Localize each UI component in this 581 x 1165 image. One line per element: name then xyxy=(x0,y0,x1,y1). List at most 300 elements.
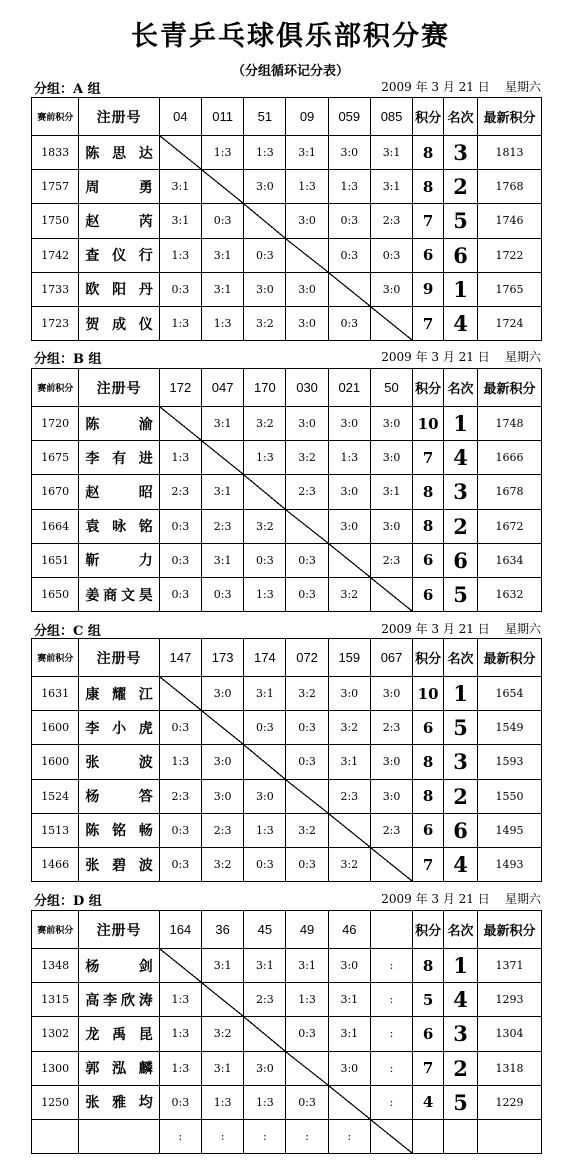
group-date: 2009 年 3 月 21 日 星期六 xyxy=(381,80,541,94)
rank-cell xyxy=(444,1119,478,1153)
score-cell: 1:3 xyxy=(159,306,201,340)
score-cell: 0:3 xyxy=(286,745,328,779)
rank-cell: 4 xyxy=(444,306,478,340)
header-opponent: 50 xyxy=(370,369,412,407)
score-cell: 0:3 xyxy=(244,711,286,745)
score-cell: 3:1 xyxy=(286,136,328,170)
table-row xyxy=(32,1119,542,1153)
rank-cell: 2 xyxy=(444,1051,478,1085)
rank-cell: 6 xyxy=(444,813,478,847)
pre-score-cell: 1600 xyxy=(32,711,79,745)
new-score-cell: 1304 xyxy=(478,1017,542,1051)
header-pre-score: 赛前积分 xyxy=(32,639,79,677)
player-name-cell: 陈铭畅 xyxy=(79,813,159,847)
score-cell: 0:3 xyxy=(286,1017,328,1051)
new-score-cell: 1748 xyxy=(478,407,542,441)
score-cell xyxy=(244,204,286,238)
score-cell xyxy=(159,136,201,170)
score-cell: 3:2 xyxy=(328,577,370,611)
pre-score-cell: 1315 xyxy=(32,983,79,1017)
score-cell: 3:0 xyxy=(286,306,328,340)
score-cell: 3:0 xyxy=(370,677,412,711)
rank-cell: 5 xyxy=(444,1085,478,1119)
player-name-cell: 贺成仪 xyxy=(79,306,159,340)
new-score-cell: 1722 xyxy=(478,238,542,272)
score-cell: 0:3 xyxy=(159,509,201,543)
table-row xyxy=(32,204,542,238)
player-name-cell: 靳力 xyxy=(79,543,159,577)
points-cell: 6 xyxy=(413,238,444,272)
score-cell xyxy=(159,407,201,441)
new-score-cell: 1768 xyxy=(478,170,542,204)
score-cell xyxy=(201,170,243,204)
score-cell: : xyxy=(244,1119,286,1153)
header-pre-score: 赛前积分 xyxy=(32,911,79,949)
player-name-cell: 康耀江 xyxy=(79,677,159,711)
score-cell: 0:3 xyxy=(244,238,286,272)
table-row xyxy=(32,136,542,170)
header-opponent: 09 xyxy=(286,98,328,136)
header-opponent: 059 xyxy=(328,98,370,136)
rank-cell: 2 xyxy=(444,779,478,813)
score-cell: 3:1 xyxy=(370,170,412,204)
new-score-cell: 1229 xyxy=(478,1085,542,1119)
new-score-cell: 1654 xyxy=(478,677,542,711)
score-cell: 3:1 xyxy=(370,475,412,509)
player-name-cell: 杨答 xyxy=(79,779,159,813)
rank-cell: 6 xyxy=(444,238,478,272)
pre-score-cell: 1675 xyxy=(32,441,79,475)
score-cell: 3:0 xyxy=(328,475,370,509)
rank-cell: 4 xyxy=(444,441,478,475)
score-cell: 3:1 xyxy=(201,949,243,983)
rank-cell: 4 xyxy=(444,983,478,1017)
pre-score-cell xyxy=(32,1119,79,1153)
score-cell: 3:0 xyxy=(328,1051,370,1085)
rank-cell: 4 xyxy=(444,847,478,881)
rank-cell: 3 xyxy=(444,745,478,779)
score-cell: 0:3 xyxy=(159,543,201,577)
player-name-cell: 陈思达 xyxy=(79,136,159,170)
score-cell: 3:2 xyxy=(244,407,286,441)
group-label: 分组：D 组 xyxy=(34,894,102,909)
score-cell: 3:1 xyxy=(328,983,370,1017)
score-cell: 3:0 xyxy=(328,136,370,170)
pre-score-cell: 1757 xyxy=(32,170,79,204)
pre-score-cell: 1733 xyxy=(32,272,79,306)
player-name-cell: 陈渝 xyxy=(79,407,159,441)
score-cell: : xyxy=(370,1051,412,1085)
points-cell: 8 xyxy=(413,949,444,983)
pre-score-cell: 1348 xyxy=(32,949,79,983)
new-score-cell: 1632 xyxy=(478,577,542,611)
new-score-cell: 1493 xyxy=(478,847,542,881)
points-cell: 5 xyxy=(413,983,444,1017)
score-cell: 3:1 xyxy=(159,170,201,204)
score-cell: 3:0 xyxy=(244,272,286,306)
score-cell: 3:2 xyxy=(201,1017,243,1051)
score-cell: : xyxy=(370,1085,412,1119)
score-cell xyxy=(159,949,201,983)
header-rank: 名次 xyxy=(444,911,478,949)
table-header-row xyxy=(32,98,542,136)
score-cell: 1:3 xyxy=(244,813,286,847)
page-subtitle: （分组循环记分表） xyxy=(231,64,349,79)
header-opponent: 46 xyxy=(328,911,370,949)
header-points: 积分 xyxy=(413,98,444,136)
new-score-cell: 1746 xyxy=(478,204,542,238)
header-opponent: 159 xyxy=(328,639,370,677)
points-cell: 6 xyxy=(413,577,444,611)
header-reg-no: 注册号 xyxy=(79,369,159,407)
score-cell: 0:3 xyxy=(159,813,201,847)
header-points: 积分 xyxy=(413,639,444,677)
header-new-score: 最新积分 xyxy=(478,369,542,407)
new-score-cell: 1371 xyxy=(478,949,542,983)
score-cell: 3:0 xyxy=(370,745,412,779)
score-cell: 2:3 xyxy=(244,983,286,1017)
table-row xyxy=(32,577,542,611)
score-cell: 3:0 xyxy=(328,949,370,983)
rank-cell: 5 xyxy=(444,577,478,611)
pre-score-cell: 1750 xyxy=(32,204,79,238)
player-name-cell: 李小虎 xyxy=(79,711,159,745)
header-pre-score: 赛前积分 xyxy=(32,98,79,136)
table-row xyxy=(32,1051,542,1085)
score-cell: 3:1 xyxy=(159,204,201,238)
player-name-cell: 张波 xyxy=(79,745,159,779)
score-cell: 2:3 xyxy=(370,813,412,847)
score-cell: 3:1 xyxy=(201,475,243,509)
score-cell: 3:1 xyxy=(286,949,328,983)
header-opponent: 49 xyxy=(286,911,328,949)
new-score-cell: 1634 xyxy=(478,543,542,577)
score-cell: 0:3 xyxy=(159,711,201,745)
score-cell: 0:3 xyxy=(328,306,370,340)
score-cell xyxy=(244,745,286,779)
score-cell: 3:0 xyxy=(244,779,286,813)
score-cell: 2:3 xyxy=(201,509,243,543)
player-name-cell: 姜商文昊 xyxy=(79,577,159,611)
score-cell xyxy=(201,983,243,1017)
score-cell: 1:3 xyxy=(159,238,201,272)
score-cell: 1:3 xyxy=(159,745,201,779)
player-name-cell: 赵芮 xyxy=(79,204,159,238)
table-header-row xyxy=(32,369,542,407)
header-opponent: 072 xyxy=(286,639,328,677)
points-cell: 4 xyxy=(413,1085,444,1119)
points-cell: 10 xyxy=(413,407,444,441)
score-cell: 2:3 xyxy=(370,543,412,577)
score-cell: 0:3 xyxy=(244,543,286,577)
score-cell xyxy=(328,813,370,847)
header-rank: 名次 xyxy=(444,639,478,677)
score-cell: : xyxy=(370,1017,412,1051)
points-cell: 6 xyxy=(413,1017,444,1051)
pre-score-cell: 1670 xyxy=(32,475,79,509)
score-cell: 0:3 xyxy=(370,238,412,272)
score-cell: 1:3 xyxy=(159,1051,201,1085)
score-cell: 1:3 xyxy=(286,983,328,1017)
pre-score-cell: 1466 xyxy=(32,847,79,881)
score-table xyxy=(31,97,542,341)
new-score-cell: 1765 xyxy=(478,272,542,306)
score-table xyxy=(31,638,542,882)
rank-cell: 5 xyxy=(444,711,478,745)
score-cell: 1:3 xyxy=(286,170,328,204)
player-name-cell: 杨剑 xyxy=(79,949,159,983)
player-name-cell: 龙禹昆 xyxy=(79,1017,159,1051)
new-score-cell: 1678 xyxy=(478,475,542,509)
score-cell: 3:1 xyxy=(201,407,243,441)
score-cell: 3:1 xyxy=(201,238,243,272)
score-cell: 1:3 xyxy=(201,136,243,170)
score-cell: 1:3 xyxy=(159,441,201,475)
table-row xyxy=(32,677,542,711)
points-cell: 7 xyxy=(413,204,444,238)
group-label: 分组：B 组 xyxy=(34,352,102,367)
table-row xyxy=(32,509,542,543)
player-name-cell: 李有进 xyxy=(79,441,159,475)
score-cell: 3:2 xyxy=(328,847,370,881)
score-cell xyxy=(370,577,412,611)
score-cell xyxy=(328,543,370,577)
points-cell: 8 xyxy=(413,136,444,170)
group-date: 2009 年 3 月 21 日 星期六 xyxy=(381,892,541,906)
player-name-cell: 赵昭 xyxy=(79,475,159,509)
score-cell: 3:0 xyxy=(201,677,243,711)
table-header-row xyxy=(32,911,542,949)
table-row xyxy=(32,949,542,983)
score-cell: 1:3 xyxy=(244,441,286,475)
pre-score-cell: 1742 xyxy=(32,238,79,272)
score-cell: 3:2 xyxy=(286,813,328,847)
new-score-cell: 1293 xyxy=(478,983,542,1017)
group-label: 分组：C 组 xyxy=(34,624,101,639)
score-cell: 1:3 xyxy=(201,306,243,340)
rank-cell: 2 xyxy=(444,509,478,543)
points-cell: 7 xyxy=(413,1051,444,1085)
table-row xyxy=(32,779,542,813)
player-name-cell: 查仪行 xyxy=(79,238,159,272)
score-cell: 2:3 xyxy=(159,779,201,813)
pre-score-cell: 1720 xyxy=(32,407,79,441)
header-opponent: 51 xyxy=(244,98,286,136)
score-cell xyxy=(286,238,328,272)
table-header-row xyxy=(32,639,542,677)
score-cell: 3:0 xyxy=(328,407,370,441)
score-cell: 3:0 xyxy=(286,407,328,441)
score-cell: 2:3 xyxy=(370,711,412,745)
points-cell: 8 xyxy=(413,509,444,543)
points-cell: 8 xyxy=(413,475,444,509)
score-cell: 1:3 xyxy=(201,1085,243,1119)
score-cell: 3:0 xyxy=(370,407,412,441)
pre-score-cell: 1250 xyxy=(32,1085,79,1119)
pre-score-cell: 1513 xyxy=(32,813,79,847)
table-row xyxy=(32,170,542,204)
table-row xyxy=(32,983,542,1017)
pre-score-cell: 1651 xyxy=(32,543,79,577)
header-reg-no: 注册号 xyxy=(79,911,159,949)
score-cell: 3:0 xyxy=(370,441,412,475)
score-cell: 3:0 xyxy=(201,779,243,813)
score-cell xyxy=(370,847,412,881)
score-cell: 1:3 xyxy=(328,170,370,204)
group-date: 2009 年 3 月 21 日 星期六 xyxy=(381,350,541,364)
table-row xyxy=(32,711,542,745)
player-name-cell: 张雅均 xyxy=(79,1085,159,1119)
player-name-cell: 高李欣涛 xyxy=(79,983,159,1017)
points-cell: 7 xyxy=(413,847,444,881)
score-cell: : xyxy=(286,1119,328,1153)
pre-score-cell: 1650 xyxy=(32,577,79,611)
score-cell: 0:3 xyxy=(286,1085,328,1119)
rank-cell: 3 xyxy=(444,1017,478,1051)
score-cell: 0:3 xyxy=(159,577,201,611)
score-cell: : xyxy=(370,983,412,1017)
points-cell: 8 xyxy=(413,745,444,779)
score-cell: 1:3 xyxy=(244,577,286,611)
header-opponent: 147 xyxy=(159,639,201,677)
header-reg-no: 注册号 xyxy=(79,98,159,136)
score-cell: 3:1 xyxy=(370,136,412,170)
score-cell: : xyxy=(370,949,412,983)
score-cell: 3:1 xyxy=(244,949,286,983)
score-cell xyxy=(328,1085,370,1119)
header-opponent: 067 xyxy=(370,639,412,677)
score-cell: 3:0 xyxy=(370,779,412,813)
score-cell: 0:3 xyxy=(286,543,328,577)
score-cell: 3:0 xyxy=(286,272,328,306)
new-score-cell: 1550 xyxy=(478,779,542,813)
score-cell: 0:3 xyxy=(159,847,201,881)
table-row xyxy=(32,1017,542,1051)
score-cell xyxy=(370,1119,412,1153)
points-cell: 9 xyxy=(413,272,444,306)
table-row xyxy=(32,475,542,509)
score-cell: 2:3 xyxy=(328,779,370,813)
header-points: 积分 xyxy=(413,369,444,407)
score-cell: 1:3 xyxy=(159,983,201,1017)
score-cell: 3:2 xyxy=(286,441,328,475)
player-name-cell xyxy=(79,1119,159,1153)
score-cell: : xyxy=(159,1119,201,1153)
rank-cell: 1 xyxy=(444,677,478,711)
new-score-cell: 1813 xyxy=(478,136,542,170)
score-cell: : xyxy=(201,1119,243,1153)
header-new-score: 最新积分 xyxy=(478,911,542,949)
new-score-cell: 1666 xyxy=(478,441,542,475)
score-cell xyxy=(244,475,286,509)
header-opponent: 021 xyxy=(328,369,370,407)
pre-score-cell: 1524 xyxy=(32,779,79,813)
score-cell: 3:0 xyxy=(244,170,286,204)
points-cell: 8 xyxy=(413,170,444,204)
header-opponent: 36 xyxy=(201,911,243,949)
header-opponent: 45 xyxy=(244,911,286,949)
player-name-cell: 郭泓麟 xyxy=(79,1051,159,1085)
score-cell: 3:0 xyxy=(328,677,370,711)
score-cell xyxy=(201,441,243,475)
player-name-cell: 欧阳丹 xyxy=(79,272,159,306)
rank-cell: 6 xyxy=(444,543,478,577)
score-cell: 3:0 xyxy=(370,272,412,306)
new-score-cell: 1593 xyxy=(478,745,542,779)
header-opponent: 011 xyxy=(201,98,243,136)
header-reg-no: 注册号 xyxy=(79,639,159,677)
score-cell xyxy=(286,779,328,813)
header-opponent: 174 xyxy=(244,639,286,677)
score-cell: 3:1 xyxy=(201,543,243,577)
score-cell: 2:3 xyxy=(286,475,328,509)
header-opponent: 047 xyxy=(201,369,243,407)
score-cell: 3:2 xyxy=(328,711,370,745)
pre-score-cell: 1300 xyxy=(32,1051,79,1085)
score-cell: 0:3 xyxy=(286,847,328,881)
header-points: 积分 xyxy=(413,911,444,949)
points-cell: 7 xyxy=(413,441,444,475)
pre-score-cell: 1833 xyxy=(32,136,79,170)
rank-cell: 5 xyxy=(444,204,478,238)
score-cell: 3:0 xyxy=(286,204,328,238)
score-cell: 3:2 xyxy=(286,677,328,711)
score-cell: 1:3 xyxy=(244,136,286,170)
score-cell: 0:3 xyxy=(201,577,243,611)
header-opponent: 164 xyxy=(159,911,201,949)
table-row xyxy=(32,407,542,441)
pre-score-cell: 1600 xyxy=(32,745,79,779)
header-opponent: 172 xyxy=(159,369,201,407)
score-cell: 3:0 xyxy=(201,745,243,779)
score-cell: 2:3 xyxy=(159,475,201,509)
header-new-score: 最新积分 xyxy=(478,98,542,136)
score-cell: 3:2 xyxy=(244,509,286,543)
table-row xyxy=(32,238,542,272)
score-cell xyxy=(328,272,370,306)
points-cell: 6 xyxy=(413,711,444,745)
points-cell xyxy=(413,1119,444,1153)
player-name-cell: 袁咏铭 xyxy=(79,509,159,543)
score-cell: 3:1 xyxy=(328,1017,370,1051)
group-label: 分组：A 组 xyxy=(34,82,101,97)
score-cell: 3:0 xyxy=(370,509,412,543)
header-rank: 名次 xyxy=(444,369,478,407)
player-name-cell: 张碧波 xyxy=(79,847,159,881)
rank-cell: 3 xyxy=(444,475,478,509)
table-row xyxy=(32,813,542,847)
new-score-cell: 1672 xyxy=(478,509,542,543)
score-cell: 3:1 xyxy=(328,745,370,779)
score-cell xyxy=(370,306,412,340)
pre-score-cell: 1723 xyxy=(32,306,79,340)
pre-score-cell: 1664 xyxy=(32,509,79,543)
header-opponent: 085 xyxy=(370,98,412,136)
header-opponent: 170 xyxy=(244,369,286,407)
pre-score-cell: 1302 xyxy=(32,1017,79,1051)
table-row xyxy=(32,272,542,306)
page-title: 长青乒乓球俱乐部积分赛 xyxy=(131,21,450,52)
table-row xyxy=(32,441,542,475)
new-score-cell: 1724 xyxy=(478,306,542,340)
score-cell: 2:3 xyxy=(370,204,412,238)
score-cell: 3:1 xyxy=(201,1051,243,1085)
score-cell: 0:3 xyxy=(201,204,243,238)
score-cell: 1:3 xyxy=(159,1017,201,1051)
points-cell: 7 xyxy=(413,306,444,340)
score-cell xyxy=(159,677,201,711)
score-cell: : xyxy=(328,1119,370,1153)
